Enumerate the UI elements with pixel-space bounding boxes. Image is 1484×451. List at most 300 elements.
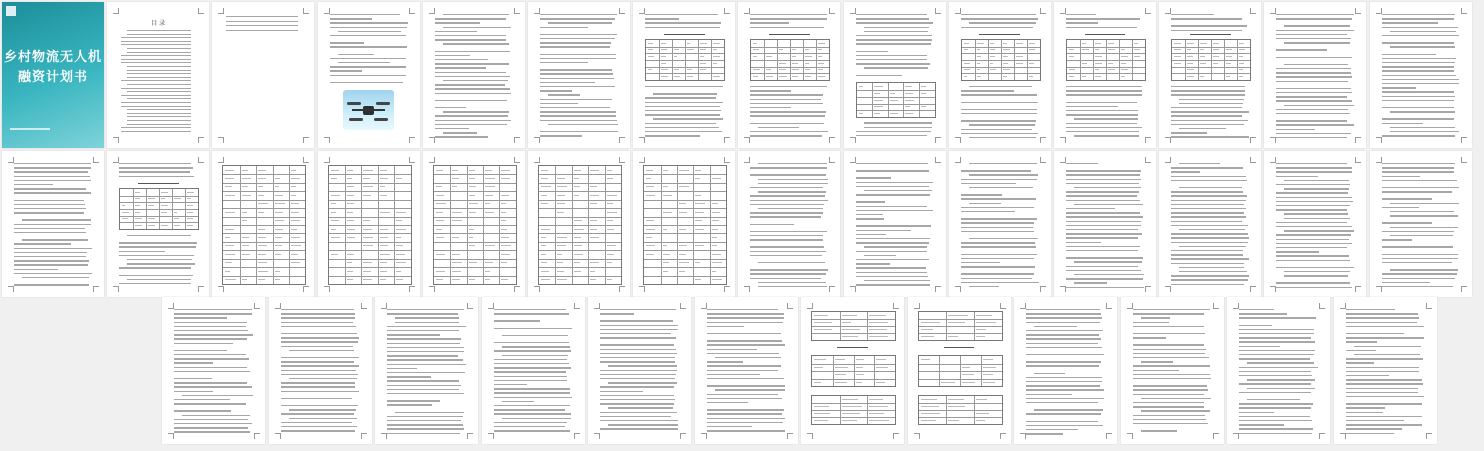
page-margin-mark: [514, 8, 520, 14]
toc-entry[interactable]: [127, 66, 191, 67]
table-column: [185, 189, 186, 229]
table-cell: [436, 229, 443, 230]
table-cell: [380, 229, 389, 230]
table-cell: [869, 406, 887, 407]
text-line: [1171, 221, 1242, 222]
text-line: [600, 349, 676, 350]
cover-title: 乡村物流无人机: [3, 50, 102, 65]
toc-entry[interactable]: [121, 44, 191, 45]
page-margin-mark: [93, 286, 99, 292]
text-line: [707, 385, 785, 386]
text-line: [1066, 221, 1141, 222]
page-thumbnail-16[interactable]: [107, 151, 209, 297]
table-column: [1211, 40, 1212, 80]
page-margin-mark: [935, 157, 941, 163]
text-line: [1276, 49, 1327, 50]
table-column: [661, 166, 662, 284]
page-margin-mark: [744, 157, 750, 163]
table-cell: [869, 329, 886, 330]
toc-entry[interactable]: [226, 30, 298, 31]
toc-entry[interactable]: [127, 116, 191, 117]
toc-entry[interactable]: [127, 120, 191, 121]
text-line: [750, 90, 790, 91]
text-line: [1276, 100, 1352, 101]
page-thumbnail-6[interactable]: [528, 2, 630, 148]
toc-entry[interactable]: [127, 70, 191, 71]
page-thumbnail-7[interactable]: [633, 2, 735, 148]
text-line: [1133, 374, 1210, 375]
text-line: [1133, 353, 1205, 354]
text-line: [1382, 107, 1454, 108]
table-cell: [452, 237, 459, 238]
page-margin-mark: [619, 137, 625, 143]
table-cell: [225, 229, 233, 230]
table-cell: [161, 205, 168, 206]
table-cell: [380, 186, 385, 187]
page-thumbnail-38[interactable]: [1121, 297, 1224, 444]
data-table: [918, 395, 1003, 425]
table-row: [434, 276, 516, 277]
text-line: [119, 251, 165, 252]
text-line: [856, 263, 890, 264]
text-line: [395, 322, 459, 323]
table-row: [812, 417, 895, 418]
table-row: [644, 217, 726, 218]
page-thumbnail-18[interactable]: [318, 151, 420, 297]
text-line: [1284, 105, 1354, 106]
page-thumbnail-3[interactable]: [212, 2, 314, 148]
table-cell: [814, 413, 830, 414]
table-column: [693, 166, 694, 284]
page-margin-mark: [1106, 303, 1112, 309]
page-thumbnail-13[interactable]: [1264, 2, 1366, 148]
text-line: [1171, 195, 1246, 196]
text-line: [750, 269, 827, 270]
text-line: [1066, 123, 1137, 124]
table-cell: [485, 186, 495, 187]
table-row: [644, 183, 726, 184]
table-cell: [574, 178, 580, 179]
toc-entry[interactable]: [121, 106, 191, 107]
table-cell: [1108, 43, 1114, 44]
table-cell: [977, 56, 982, 57]
text-line: [22, 239, 88, 240]
data-table: [856, 82, 936, 118]
toc-entry[interactable]: [121, 127, 191, 128]
page-margin-mark: [113, 286, 119, 292]
toc-entry[interactable]: [127, 34, 191, 35]
table-cell: [1082, 49, 1089, 50]
table-column: [840, 396, 841, 424]
text-line: [1276, 282, 1350, 283]
text-line: [1026, 322, 1100, 323]
text-line: [443, 80, 509, 81]
text-line: [961, 133, 1038, 134]
table-row: [434, 174, 516, 175]
page-thumbnail-35[interactable]: [801, 297, 904, 444]
page-thumbnail-9[interactable]: [844, 2, 946, 148]
text-line: [494, 313, 570, 314]
toc-entry[interactable]: [121, 102, 191, 103]
page-thumbnail-15[interactable]: [2, 151, 104, 297]
page-thumbnail-36[interactable]: [908, 297, 1011, 444]
toc-entry[interactable]: [127, 98, 191, 99]
toc-entry[interactable]: [127, 73, 191, 74]
text-line: [494, 350, 572, 351]
toc-entry[interactable]: [127, 124, 191, 125]
text-line: [1276, 205, 1349, 206]
toc-entry[interactable]: [127, 91, 191, 92]
text-line: [540, 86, 615, 87]
text-line: [281, 333, 358, 334]
text-line: [1066, 250, 1138, 251]
table-cell: [695, 195, 700, 196]
toc-entry[interactable]: [226, 25, 298, 26]
page-thumbnail-14[interactable]: [1370, 2, 1472, 148]
table-cell: [469, 237, 474, 238]
text-line: [1382, 75, 1456, 76]
text-line: [1026, 347, 1102, 348]
text-line: [1284, 42, 1350, 43]
page-thumbnail-26[interactable]: [1159, 151, 1261, 297]
text-line: [750, 18, 826, 19]
table-cell: [983, 382, 995, 383]
text-line: [758, 163, 827, 164]
table-cell: [983, 359, 993, 360]
page-thumbnail-39[interactable]: [1227, 297, 1330, 444]
table-cell: [501, 237, 509, 238]
table-cell: [977, 76, 982, 77]
text-line: [750, 86, 827, 87]
text-line: [281, 357, 359, 358]
table-cell: [485, 212, 494, 213]
text-line: [961, 102, 1039, 103]
table-cell: [225, 195, 235, 196]
text-line: [707, 374, 761, 375]
table-cell: [890, 93, 895, 94]
text-line: [1066, 127, 1142, 128]
page-margin-mark: [514, 286, 520, 292]
toc-entry[interactable]: [121, 59, 191, 60]
text-line: [1346, 341, 1378, 342]
page-thumbnail-22[interactable]: [738, 151, 840, 297]
text-line: [1026, 354, 1104, 355]
toc-entry[interactable]: [121, 88, 191, 89]
table-cell: [842, 420, 857, 421]
text-line: [1171, 18, 1242, 19]
text-line: [1382, 14, 1455, 15]
toc-entry[interactable]: [121, 95, 191, 96]
text-line: [969, 174, 1038, 175]
text-line: [1133, 378, 1211, 379]
text-line: [1133, 419, 1207, 420]
toc-entry[interactable]: [127, 113, 191, 114]
table-cell: [962, 374, 974, 375]
table-row: [539, 267, 621, 268]
page-thumbnail-29[interactable]: [162, 297, 265, 444]
page-thumbnail-20[interactable]: [528, 151, 630, 297]
table-column: [872, 83, 873, 117]
table-cell: [1095, 69, 1099, 70]
page-margin-mark: [1060, 137, 1066, 143]
page-thumbnail-12[interactable]: [1159, 2, 1261, 148]
text-line: [540, 14, 617, 15]
toc-entry[interactable]: [121, 41, 191, 42]
page-thumbnail-40[interactable]: [1334, 297, 1437, 444]
table-cell: [674, 49, 678, 50]
text-line: [969, 286, 999, 287]
table-row: [644, 276, 726, 277]
page-margin-mark: [850, 137, 856, 143]
text-line: [1239, 367, 1318, 368]
text-line: [1133, 337, 1166, 338]
text-line: [608, 365, 677, 366]
page-margin-mark: [1319, 433, 1325, 439]
page-margin-mark: [218, 8, 224, 14]
table-cell: [347, 271, 353, 272]
data-table: [961, 39, 1041, 81]
table-cell: [501, 279, 507, 280]
text-line: [1066, 266, 1138, 267]
table-column: [710, 166, 711, 284]
page-thumbnail-31[interactable]: [375, 297, 478, 444]
table-row: [329, 242, 411, 243]
toc-entry[interactable]: [127, 77, 191, 78]
text-line: [540, 107, 610, 108]
text-line: [856, 170, 930, 171]
text-line: [387, 380, 459, 381]
table-cell: [674, 56, 677, 57]
text-line: [1141, 317, 1170, 318]
toc-entry[interactable]: [121, 55, 191, 56]
text-line: [1276, 176, 1317, 177]
table-column: [378, 166, 379, 284]
text-line: [707, 394, 778, 395]
table-column: [1237, 40, 1238, 80]
page-thumbnail-25[interactable]: [1054, 151, 1156, 297]
table-cell: [607, 245, 616, 246]
table-column: [572, 166, 573, 284]
page-thumbnail-32[interactable]: [482, 297, 585, 444]
text-line: [961, 282, 1039, 283]
table-row: [329, 250, 411, 251]
table-cell: [856, 367, 863, 368]
text-line: [961, 179, 1037, 180]
toc-entry[interactable]: [121, 62, 191, 63]
text-line: [707, 326, 745, 327]
page-margin-mark: [488, 433, 494, 439]
page-thumbnail-1[interactable]: [2, 2, 104, 148]
text-line: [548, 124, 618, 125]
toc-entry[interactable]: [226, 21, 298, 22]
table-cell: [948, 336, 958, 337]
text-line: [14, 180, 91, 181]
text-line: [502, 346, 571, 347]
table-cell: [663, 254, 671, 255]
page-margin-mark: [829, 286, 835, 292]
text-line: [1066, 90, 1142, 91]
text-line: [1133, 322, 1170, 323]
table-cell: [242, 220, 247, 221]
table-cell: [187, 218, 193, 219]
page-margin-mark: [807, 303, 813, 309]
text-line: [119, 246, 196, 247]
text-line: [600, 370, 677, 371]
text-line: [1026, 385, 1100, 386]
text-line: [645, 123, 716, 124]
table-column: [159, 189, 160, 229]
table-cell: [905, 93, 913, 94]
text-line: [1276, 255, 1349, 256]
text-line: [1346, 313, 1419, 314]
table-cell: [436, 203, 446, 204]
text-line: [540, 135, 582, 136]
table-cell: [921, 399, 937, 400]
text-line: [1239, 428, 1313, 429]
table-row: [539, 233, 621, 234]
page-thumbnail-21[interactable]: [633, 151, 735, 297]
text-line: [645, 131, 722, 132]
toc-heading: 目 录: [151, 20, 166, 27]
table-cell: [557, 279, 567, 280]
page-thumbnail-5[interactable]: [423, 2, 525, 148]
cover-subtitle: 融资计划书: [17, 70, 88, 85]
page-thumbnail-2[interactable]: [107, 2, 209, 148]
table-cell: [275, 203, 285, 204]
text-line: [174, 330, 248, 331]
toc-entry[interactable]: [121, 80, 191, 81]
table-cell: [396, 178, 402, 179]
text-line: [1382, 83, 1460, 84]
table-cell: [713, 63, 717, 64]
table-cell: [874, 86, 883, 87]
text-line: [1390, 46, 1455, 47]
page-thumbnail-33[interactable]: [588, 297, 691, 444]
text-line: [387, 393, 464, 394]
page-margin-mark: [639, 157, 645, 163]
table-cell: [258, 262, 267, 263]
table-column: [240, 166, 241, 284]
text-line: [119, 255, 194, 256]
text-line: [494, 409, 566, 410]
page-thumbnail-30[interactable]: [269, 297, 372, 444]
table-cell: [1095, 76, 1101, 77]
table-cell: [977, 63, 981, 64]
table-row: [644, 259, 726, 260]
table-cell: [396, 271, 401, 272]
text-line: [707, 402, 749, 403]
table-cell: [501, 170, 509, 171]
page-thumbnail-4[interactable]: [318, 2, 420, 148]
table-cell: [648, 69, 651, 70]
text-line: [653, 118, 723, 119]
table-cell: [541, 279, 550, 280]
text-line: [174, 386, 252, 387]
table-row: [539, 200, 621, 201]
toc-entry[interactable]: [121, 37, 191, 38]
logo-mark: [6, 6, 16, 16]
text-line: [1346, 322, 1418, 323]
page-thumbnail-19[interactable]: [423, 151, 525, 297]
text-line: [645, 22, 721, 23]
table-cell: [380, 237, 389, 238]
page-thumbnail-17[interactable]: [212, 151, 314, 297]
text-line: [1074, 187, 1141, 188]
text-line: [1171, 120, 1248, 121]
page-margin-mark: [409, 157, 415, 163]
toc-entry[interactable]: [127, 84, 191, 85]
table-cell: [695, 170, 701, 171]
table-cell: [541, 203, 548, 204]
table-cell: [814, 322, 832, 323]
table-cell: [291, 203, 299, 204]
table-cell: [869, 315, 886, 316]
page-thumbnail-8[interactable]: [738, 2, 840, 148]
table-cell: [258, 186, 263, 187]
text-line: [330, 27, 407, 28]
text-line: [1346, 388, 1418, 389]
text-line: [1239, 309, 1274, 310]
toc-entry[interactable]: [226, 16, 298, 17]
text-line: [1276, 72, 1350, 73]
text-line: [961, 109, 1037, 110]
text-line: [14, 208, 86, 209]
page-thumbnail-24[interactable]: [949, 151, 1051, 297]
page-thumbnail-34[interactable]: [695, 297, 798, 444]
text-line: [1171, 25, 1247, 26]
table-column: [867, 396, 868, 424]
toc-entry[interactable]: [127, 48, 191, 49]
text-line: [14, 273, 92, 274]
text-line: [127, 235, 191, 236]
text-line: [338, 31, 401, 32]
page-margin-mark: [1165, 286, 1171, 292]
text-line: [281, 326, 356, 327]
page-thumbnail-23[interactable]: [844, 151, 946, 297]
text-line: [856, 214, 884, 215]
table-cell: [805, 63, 808, 64]
text-line: [1066, 287, 1144, 288]
page-thumbnail-11[interactable]: [1054, 2, 1156, 148]
text-line: [387, 359, 463, 360]
page-thumbnail-37[interactable]: [1014, 297, 1117, 444]
text-line: [1034, 409, 1103, 410]
table-cell: [541, 254, 546, 255]
text-line: [1382, 187, 1459, 188]
page-margin-mark: [1376, 137, 1382, 143]
text-line: [750, 235, 823, 236]
table-cell: [469, 195, 475, 196]
toc-entry[interactable]: [121, 131, 191, 132]
text-line: [281, 313, 356, 314]
table-column: [764, 40, 765, 80]
toc-entry[interactable]: [127, 109, 191, 110]
page-thumbnail-27[interactable]: [1264, 151, 1366, 297]
table-cell: [135, 192, 140, 193]
page-thumbnail-28[interactable]: [1370, 151, 1472, 297]
table-cell: [122, 218, 128, 219]
table-cell: [1069, 49, 1074, 50]
toc-entry[interactable]: [127, 52, 191, 53]
page-margin-mark: [724, 286, 730, 292]
toc-entry[interactable]: [127, 30, 191, 31]
page-thumbnail-10[interactable]: [949, 2, 1051, 148]
page-margin-mark: [1355, 157, 1361, 163]
table-cell: [541, 229, 550, 230]
table-cell: [661, 69, 668, 70]
table-cell: [856, 382, 862, 383]
text-line: [1171, 136, 1249, 137]
